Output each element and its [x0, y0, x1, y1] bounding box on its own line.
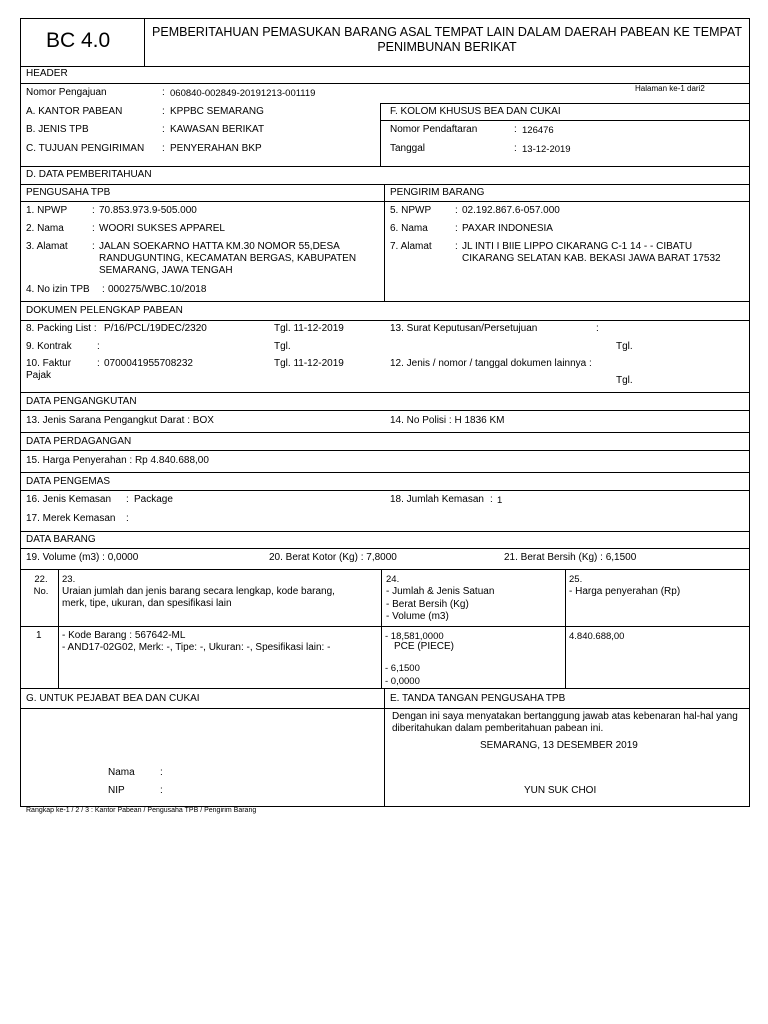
alamat-7-value: JL INTI I BIIE LIPPO CIKARANG C-1 14 - - CIBATU CIKARANG SELATAN KAB. BEKASI JAWA BARAT 17532: [462, 241, 721, 264]
col-24-header-a: - Jumlah & Jenis Satuan: [386, 586, 495, 597]
nama-6-value: PAXAR INDONESIA: [462, 223, 553, 234]
jenis-tpb-label: B. JENIS TPB: [26, 124, 89, 135]
section-header: HEADER: [26, 68, 68, 79]
penandatangan-name: YUN SUK CHOI: [524, 785, 597, 796]
faktur-tgl: Tgl. 11-12-2019: [274, 358, 344, 369]
alamat-7-colon: :: [455, 241, 458, 252]
faktur-colon: :: [97, 358, 100, 369]
item-row-no: 1: [36, 630, 42, 641]
section-perdagangan: DATA PERDAGANGAN: [26, 436, 132, 447]
section-pengemas: DATA PENGEMAS: [26, 476, 111, 487]
pernyataan-text: Dengan ini saya menyatakan bertanggung jawab atas kebenaran hal-hal yang diberitahukan dalam pemberitahuan pabean ini.: [392, 711, 738, 734]
kantor-colon: :: [162, 106, 165, 117]
section-barang: DATA BARANG: [26, 534, 96, 545]
halaman-text: Halaman ke-1 dari2: [635, 84, 705, 93]
jenis-kemasan-colon: :: [126, 494, 129, 505]
form-title: PEMBERITAHUAN PEMASUKAN BARANG ASAL TEMPAT LAIN DALAM DAERAH PABEAN KE TEMPAT PENIMBUNAN BERIKAT: [152, 25, 742, 54]
jenis-tpb-colon: :: [162, 124, 165, 135]
izin-4-label: 4. No izin TPB: [26, 284, 90, 295]
section-pemberitahuan: D. DATA PEMBERITAHUAN: [26, 169, 152, 180]
jumlah-kemasan-value: 1: [497, 495, 503, 506]
jenis-dokumen-label: 12. Jenis / nomor / tanggal dokumen lainnya :: [390, 358, 592, 369]
merek-kemasan-colon: :: [126, 513, 129, 524]
item-kode-barang: - Kode Barang : 567642-ML: [62, 630, 186, 641]
nomor-pendaftaran-label: Nomor Pendaftaran: [390, 124, 478, 135]
npwp-5-colon: :: [455, 205, 458, 216]
sarana-pengangkut: 13. Jenis Sarana Pengangkut Darat : BOX: [26, 415, 214, 426]
section-dokumen: DOKUMEN PELENGKAP PABEAN: [26, 305, 183, 316]
form-code: BC 4.0: [46, 29, 111, 52]
npwp-5-value: 02.192.867.6-057.000: [462, 205, 560, 216]
surat-keputusan-tgl: Tgl.: [616, 341, 633, 352]
nama-colon: :: [160, 767, 163, 778]
izin-4-value: 000275/WBC.10/2018: [108, 284, 207, 295]
nomor-pendaftaran-colon: :: [514, 124, 517, 135]
nama-6-colon: :: [455, 223, 458, 234]
col-25-number: 25.: [569, 574, 583, 585]
nama-2-colon: :: [92, 223, 95, 234]
tanggal-label: Tanggal: [390, 143, 426, 154]
jenis-kemasan-label: 16. Jenis Kemasan: [26, 494, 112, 505]
tempat-tanggal: SEMARANG, 13 DESEMBER 2019: [480, 740, 638, 751]
npwp-5-label: 5. NPWP: [390, 205, 432, 216]
col-24-number: 24.: [386, 574, 400, 585]
item-jumlah: - 18,581,0000: [385, 631, 444, 642]
item-description: - AND17-02G02, Merk: -, Tipe: -, Ukuran: -, Spesifikasi lain: -: [62, 642, 331, 653]
col-25-header: - Harga penyerahan (Rp): [569, 586, 681, 597]
nomor-pengajuan-colon: :: [162, 87, 165, 98]
item-volume: - 0,0000: [385, 676, 420, 687]
tujuan-label: C. TUJUAN PENGIRIMAN: [26, 143, 145, 154]
pengusaha-signature-title: E. TANDA TANGAN PENGUSAHA TPB: [390, 693, 566, 704]
alamat-3-colon: :: [92, 241, 95, 252]
packing-tgl: Tgl. 11-12-2019: [274, 323, 344, 334]
col-22-header: 22. No.: [33, 574, 49, 597]
alamat-3-label: 3. Alamat: [26, 241, 68, 252]
kantor-label: A. KANTOR PABEAN: [26, 106, 123, 117]
npwp-1-label: 1. NPWP: [26, 205, 68, 216]
nama-2-value: WOORI SUKSES APPAREL: [99, 223, 225, 234]
tujuan-colon: :: [162, 143, 165, 154]
nip-label: NIP: [108, 785, 125, 796]
nama-6-label: 6. Nama: [390, 223, 428, 234]
nip-colon: :: [160, 785, 163, 796]
npwp-1-colon: :: [92, 205, 95, 216]
nomor-pengajuan-value: 060840-002849-20191213-001119: [170, 88, 316, 99]
alamat-7-label: 7. Alamat: [390, 241, 432, 252]
surat-keputusan-label: 13. Surat Keputusan/Persetujuan: [390, 323, 538, 334]
jenis-tpb-value: KAWASAN BERIKAT: [170, 124, 265, 135]
kontrak-colon: :: [97, 341, 100, 352]
pejabat-title: G. UNTUK PEJABAT BEA DAN CUKAI: [26, 693, 200, 704]
merek-kemasan-label: 17. Merek Kemasan: [26, 513, 116, 524]
pengusaha-tpb-title: PENGUSAHA TPB: [26, 187, 111, 198]
packing-label: 8. Packing List :: [26, 323, 97, 334]
footer-rangkap: Rangkap ke-1 / 2 / 3 : Kantor Pabean / Pengusaha TPB / Pengirim Barang: [26, 807, 257, 814]
nama-2-label: 2. Nama: [26, 223, 64, 234]
tanggal-value: 13-12-2019: [522, 144, 571, 155]
faktur-label: 10. Faktur Pajak: [26, 358, 72, 381]
nama-label: Nama: [108, 767, 135, 778]
jumlah-kemasan-label: 18. Jumlah Kemasan: [390, 494, 484, 505]
col-24-header-c: - Volume (m3): [386, 611, 449, 622]
section-pengangkutan: DATA PENGANGKUTAN: [26, 396, 137, 407]
kolom-khusus-title: F. KOLOM KHUSUS BEA DAN CUKAI: [390, 106, 561, 117]
pengirim-barang-title: PENGIRIM BARANG: [390, 187, 485, 198]
jenis-dokumen-tgl: Tgl.: [616, 375, 633, 386]
surat-keputusan-colon: :: [596, 323, 599, 334]
kontrak-label: 9. Kontrak: [26, 341, 72, 352]
berat-bersih: 21. Berat Bersih (Kg) : 6,1500: [504, 552, 637, 563]
col-24-header-b: - Berat Bersih (Kg): [386, 599, 469, 610]
berat-kotor: 20. Berat Kotor (Kg) : 7,8000: [269, 552, 397, 563]
jumlah-kemasan-colon: :: [490, 494, 493, 505]
nomor-pendaftaran-value: 126476: [522, 125, 554, 136]
npwp-1-value: 70.853.973.9-505.000: [99, 205, 197, 216]
col-23-header: Uraian jumlah dan jenis barang secara lengkap, kode barang, merk, tipe, ukuran, dan spesifikasi lain: [62, 586, 335, 609]
jenis-kemasan-value: Package: [134, 494, 173, 505]
nomor-pengajuan-label: Nomor Pengajuan: [26, 87, 107, 98]
tanggal-colon: :: [514, 143, 517, 154]
col-23-number: 23.: [62, 574, 76, 585]
harga-penyerahan: 15. Harga Penyerahan : Rp 4.840.688,00: [26, 455, 209, 466]
alamat-3-value: JALAN SOEKARNO HATTA KM.30 NOMOR 55,DESA RANDUGUNTING, KECAMATAN BERGAS, KABUPATEN SEMARANG, JAWA TENGAH: [99, 241, 357, 276]
item-berat-bersih: - 6,1500: [385, 663, 420, 674]
kontrak-tgl: Tgl.: [274, 341, 291, 352]
izin-4-colon: :: [102, 284, 105, 295]
item-satuan: PCE (PIECE): [394, 641, 455, 652]
item-harga: 4.840.688,00: [569, 631, 625, 642]
no-polisi: 14. No Polisi : H 1836 KM: [390, 415, 505, 426]
tujuan-value: PENYERAHAN BKP: [170, 143, 262, 154]
kantor-value: KPPBC SEMARANG: [170, 106, 264, 117]
faktur-value: 0700041955708232: [104, 358, 193, 369]
volume: 19. Volume (m3) : 0,0000: [26, 552, 139, 563]
packing-value: P/16/PCL/19DEC/2320: [104, 323, 207, 334]
